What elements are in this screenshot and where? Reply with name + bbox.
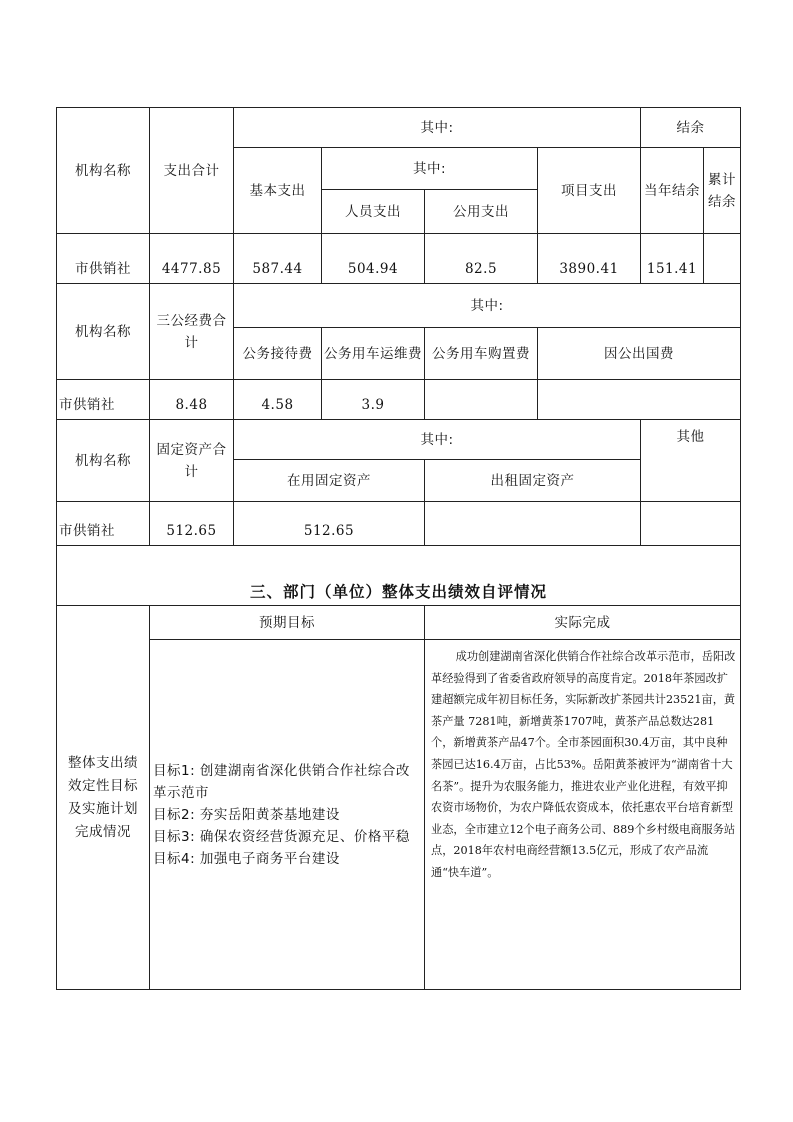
goal-3: 目标3: 确保农资经营货源充足、价格平稳 (153, 828, 410, 845)
section3-row-label (57, 606, 150, 990)
finance-table (56, 107, 741, 990)
exp-project-header: 项目支出 (538, 148, 641, 234)
exp-row-org: 市供销社 (57, 234, 150, 284)
exp-basic-header: 基本支出 (234, 148, 322, 234)
tp-total-header: 三公经费合计 (150, 284, 234, 380)
fa-row-in-use: 512.65 (234, 502, 425, 546)
fa-in-use-header: 在用固定资产 (234, 460, 425, 502)
section3-title: 三、部门（单位）整体支出绩效自评情况 (57, 546, 741, 606)
fa-among-header: 其中: (234, 420, 641, 460)
exp-public-header: 公用支出 (425, 190, 538, 234)
exp-row-cum-surplus (704, 234, 741, 284)
tp-abroad-header: 因公出国费 (538, 328, 741, 380)
fa-row-rented (425, 502, 641, 546)
goal-4: 目标4: 加强电子商务平台建设 (153, 850, 340, 867)
exp-row-public: 82.5 (425, 234, 538, 284)
tp-row-total: 8.48 (150, 380, 234, 420)
fa-row-other (641, 502, 741, 546)
tp-row-reception: 4.58 (234, 380, 322, 420)
actual-header: 实际完成 (425, 606, 741, 640)
exp-among-header: 其中: (234, 108, 641, 148)
section3-row-label-text: 整体支出绩效定性目标及实施计划完成情况 (68, 754, 138, 840)
exp-personnel-header: 人员支出 (322, 190, 425, 234)
document-page (56, 107, 740, 990)
fa-row-org: 市供销社 (57, 502, 150, 546)
exp-org-header: 机构名称 (57, 108, 150, 234)
exp-row-year-surplus: 151.41 (641, 234, 704, 284)
goal-2: 目标2: 夯实岳阳黄茶基地建设 (153, 806, 340, 823)
exp-surplus-header: 结余 (641, 108, 741, 148)
tp-org-header: 机构名称 (57, 284, 150, 380)
actual-text: 成功创建湖南省深化供销合作社综合改革示范市，岳阳改革经验得到了省委省政府领导的高度肯定。2018年茶园改扩建超额完成年初目标任务，实际新改扩茶园共计23521亩，黄茶产量 7281吨，新增黄茶1707吨，黄茶产品总数达281个，新增黄茶产品47个。全市茶园面积30.4万亩，其中良种茶园已达16.4万亩，占比53%。岳阳黄茶被评为“湖南省十大名茶”。提升为农服务能力，推进农业产业化进程，有效平抑农资市场物价，为农户降低农资成本，依托惠农平台培育新型业态，全市建立12个电子商务公司、889个乡村级电商服务站点，2018年农村电商经营额13.5亿元，形成了农产品流通“快车道”。 (425, 640, 741, 990)
fa-total-header: 固定资产合计 (150, 420, 234, 502)
exp-among2-header: 其中: (322, 148, 538, 190)
tp-reception-header: 公务接待费 (234, 328, 322, 380)
fa-rented-header: 出租固定资产 (425, 460, 641, 502)
fa-row-total: 512.65 (150, 502, 234, 546)
tp-row-vehicle-buy (425, 380, 538, 420)
exp-row-basic: 587.44 (234, 234, 322, 284)
tp-row-vehicle-ops: 3.9 (322, 380, 425, 420)
tp-vehicle-ops-header: 公务用车运维费 (322, 328, 425, 380)
exp-row-total: 4477.85 (150, 234, 234, 284)
tp-row-org: 市供销社 (57, 380, 150, 420)
fa-other-header: 其他 (641, 420, 741, 502)
exp-cum-surplus-header: 累计结余 (704, 148, 741, 234)
exp-row-project: 3890.41 (538, 234, 641, 284)
expected-header: 预期目标 (150, 606, 425, 640)
tp-among-header: 其中: (234, 284, 741, 328)
tp-vehicle-buy-header: 公务用车购置费 (425, 328, 538, 380)
goal-1: 目标1: 创建湖南省深化供销合作社综合改革示范市 (153, 762, 410, 801)
goals-cell (150, 640, 425, 990)
tp-row-abroad (538, 380, 741, 420)
fa-org-header: 机构名称 (57, 420, 150, 502)
exp-year-surplus-header: 当年结余 (641, 148, 704, 234)
exp-row-personnel: 504.94 (322, 234, 425, 284)
exp-total-header: 支出合计 (150, 108, 234, 234)
